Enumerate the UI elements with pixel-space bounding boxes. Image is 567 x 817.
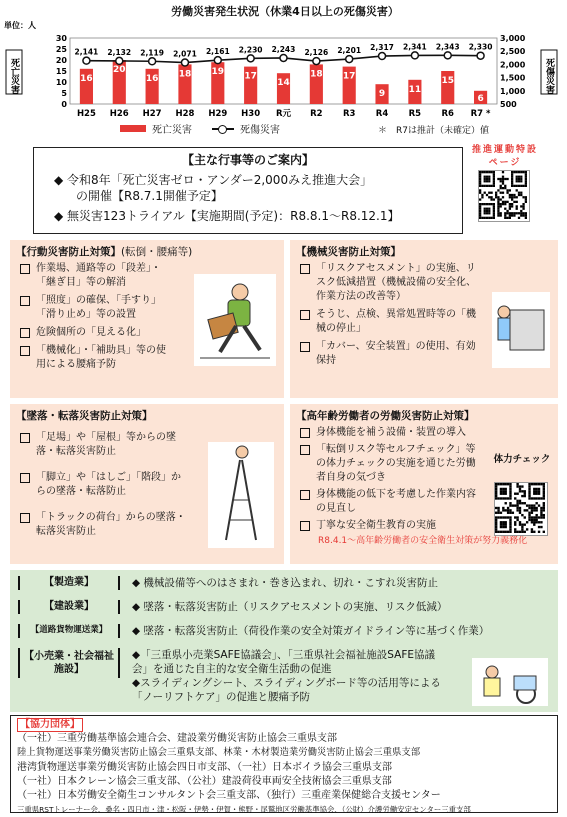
- bar-value-label: 15: [441, 76, 454, 86]
- event-item-rally-text: 令和8年「死亡災害ゼロ・アンダー2,000みえ推進大会」: [67, 173, 373, 187]
- right-axis-title: 死傷災害: [544, 58, 554, 94]
- industry-row-freight: [18, 624, 489, 638]
- qr-pattern: [495, 483, 545, 533]
- x-tick-label: H25: [76, 109, 96, 119]
- line-point: [477, 52, 484, 59]
- coop-title: 【協力団体】: [17, 718, 83, 732]
- behavior-item-text: 「機械化」・「補助具」等の使用による腰痛予防: [36, 345, 166, 370]
- machine-item-text: そうじ、点検、異常処置時等の「機械の停止」: [316, 309, 476, 334]
- industry-text: ◆ 墜落・転落災害防止（荷役作業の安全対策ガイドライン等に基づく作業）: [132, 625, 490, 637]
- bar-value-label: 18: [310, 69, 323, 80]
- right-axis-tick: 3,000: [500, 34, 526, 43]
- behavior-item: [20, 344, 170, 372]
- industry-label: 【道路貨物運送業】: [18, 624, 120, 638]
- elderly-item: [300, 488, 476, 516]
- fall-worker-illustration: [190, 270, 280, 370]
- fall-item-text: 「足場」や「屋根」等からの墜落・転落災害防止: [36, 432, 176, 457]
- promo-page-label: 推進運動特設ページ: [471, 145, 538, 168]
- x-tick-label: H26: [109, 109, 129, 119]
- behavior-item-text: 「照度」の確保、「手すり」「滑り止め」等の設置: [36, 295, 161, 320]
- chart-title: 労働災害発生状況（休業4日以上の死傷災害）: [171, 5, 399, 18]
- coop-line: 三重県RSTトレーナー会、桑名・四日市・津・松阪・伊勢・伊賀・熊野・尾鷲地区労働基準協会、（公財）介護労働安定センター三重支部: [17, 805, 471, 815]
- right-axis-tick: 1,000: [500, 86, 526, 96]
- right-axis-tick: 2,500: [500, 47, 526, 57]
- event-item-rally: ◆ 令和8年「死亡災害ゼロ・アンダー2,000みえ推進大会」 の開催【R8.7.1開催予定】: [54, 172, 462, 204]
- industry-label: 【建設業】: [18, 600, 120, 614]
- coop-line: 港湾貨物運送事業労働災害防止協会四日市支部、（一社）日本ボイラ協会三重県支部: [17, 761, 392, 773]
- left-axis-tick: 20: [55, 56, 67, 65]
- line-value-label: 2,341: [403, 42, 427, 52]
- line-point: [83, 57, 90, 64]
- x-tick-label: H28: [175, 109, 195, 119]
- left-axis-unit: 単位：人: [4, 21, 36, 30]
- fall-item-text: 「脚立」や「はしご」「階段」からの墜落・転落防止: [36, 472, 181, 497]
- coop-line: 陸上貨物運送事業労働災害防止協会三重県支部、林業・木材製造業労働災害防止協会三重県支部: [17, 747, 421, 759]
- behavior-item-text: 危険個所の「見える化」: [36, 327, 146, 338]
- line-value-label: 2,161: [205, 47, 230, 57]
- injury-chart: [0, 14, 567, 122]
- fall-item: [20, 431, 190, 459]
- line-point: [214, 57, 221, 64]
- left-axis-tick: 30: [55, 34, 67, 43]
- industry-text: ◆ 墜落・転落災害防止（リスクアセスメントの実施、リスク低減）: [132, 601, 448, 613]
- elderly-obligation-note: R8.4.1～高年齢労働者の安全衛生対策が努力義務化: [318, 536, 528, 546]
- machine-item: [300, 340, 482, 368]
- behavior-item: [20, 294, 170, 322]
- fitness-check-label: 体力チェック: [493, 454, 551, 465]
- line-point: [116, 57, 123, 64]
- x-tick-label: R6: [441, 109, 454, 119]
- line-point: [379, 53, 386, 60]
- line-value-label: 2,132: [107, 47, 132, 57]
- elderly-panel-title: 【高年齢労働者の労働災害防止対策】: [296, 410, 475, 422]
- line-value-label: 2,201: [337, 46, 362, 56]
- line-value-label: 2,330: [468, 42, 493, 52]
- qr-pattern: [479, 171, 527, 219]
- line-point: [411, 52, 418, 59]
- right-axis-tick: 500: [500, 100, 517, 109]
- behavior-panel-subtitle: (転倒・腰痛等): [121, 246, 193, 258]
- elderly-item-text: 身体機能を補う設備・装置の導入: [316, 427, 466, 438]
- behavior-item-text: 作業場、通路等の「段差」・「継ぎ目」等の解消: [36, 263, 161, 288]
- elderly-item: [300, 443, 476, 485]
- x-tick-label: H30: [241, 109, 261, 119]
- left-axis-tick: 25: [55, 45, 67, 54]
- left-axis-title: 死亡災害: [9, 58, 19, 94]
- behavior-panel-title: 【行動災害防止対策】: [16, 246, 121, 258]
- fall-item: [20, 511, 190, 539]
- bar-value-label: 9: [378, 89, 386, 100]
- chart-legend: [120, 121, 280, 136]
- industry-text-group: [132, 648, 450, 704]
- left-axis-tick: 5: [61, 89, 67, 98]
- fall-panel-title: 【墜落・転落災害防止対策】: [16, 410, 153, 422]
- x-tick-label: H27: [142, 109, 162, 119]
- industry-text: ◆ 機械設備等へのはさまれ・巻き込まれ、切れ・こすれ災害防止: [132, 577, 439, 589]
- line-value-label: 2,343: [435, 42, 460, 52]
- coop-line: （一社）三重労働基準協会連合会、建設業労働災害防止協会三重県支部: [17, 733, 337, 745]
- behavior-panel-header: [16, 244, 284, 259]
- event-item-rally-date: の開催【R8.7.1開催予定】: [76, 189, 223, 203]
- machine-item-text: 「リスクアセスメント」の実施、リスク低減措置（機械設備の安全化、作業方法の改善等）: [316, 263, 476, 302]
- left-axis-tick: 15: [55, 67, 67, 76]
- elderly-item: [300, 426, 476, 440]
- coop-line: （一社）日本クレーン協会三重支部、（公社）建設荷役車両安全技術協会三重県支部: [17, 775, 392, 787]
- event-info-box: [33, 147, 463, 234]
- left-axis-tick: 0: [61, 100, 67, 109]
- legend-line-label: 死傷災害: [240, 125, 280, 136]
- cooperating-organizations: [10, 715, 558, 813]
- left-axis-tick: 10: [55, 78, 67, 87]
- legend-bar-swatch: [120, 125, 146, 132]
- line-value-label: 2,317: [370, 43, 394, 53]
- legend-line-swatch: [212, 128, 234, 130]
- industry-row-construction: [18, 600, 447, 614]
- x-tick-label: R2: [310, 109, 323, 119]
- x-tick-label: R3: [342, 109, 356, 119]
- line-point: [346, 56, 353, 63]
- line-value-label: 2,071: [173, 49, 197, 59]
- line-value-label: 2,141: [74, 47, 99, 57]
- line-point: [313, 58, 320, 65]
- industry-text: ◆スライディングシート、スライディングボード等の活用等による「ノーリフトケア」の促進と腰痛予防: [132, 677, 441, 703]
- machine-item-text: 「カバー、安全装置」の使用、有効保持: [316, 341, 476, 366]
- bar-value-label: 6: [477, 94, 484, 104]
- line-point: [149, 58, 156, 65]
- promo-qr-code[interactable]: [478, 170, 530, 222]
- bar-value-label: 16: [80, 73, 93, 84]
- elderly-item-text: 丁寧な安全衛生教育の実施: [316, 520, 436, 531]
- elderly-item: [300, 519, 476, 533]
- x-tick-label: R5: [408, 109, 422, 119]
- machine-panel-title: 【機械災害防止対策】: [296, 246, 401, 258]
- x-tick-label: R7 *: [470, 109, 491, 119]
- line-value-label: 2,126: [304, 48, 329, 58]
- line-value-label: 2,243: [271, 44, 296, 54]
- behavior-item: [20, 262, 170, 290]
- x-tick-label: R4: [375, 109, 389, 119]
- x-tick-label: H29: [208, 109, 228, 119]
- fall-item: [20, 471, 190, 499]
- elderly-item-text: 「転倒リスク等セルフチェック」等の体力チェックの実施を通じた労働者自身の気づき: [316, 444, 476, 483]
- bar-value-label: 16: [145, 73, 159, 84]
- line-value-label: 2,119: [140, 48, 164, 58]
- coop-line: （一社）日本労働安全衛生コンサルタント会三重支部、（独行）三重産業保健総合支援センター: [17, 790, 441, 802]
- bar-value-label: 20: [113, 65, 126, 75]
- line-point: [181, 59, 188, 66]
- bar-value-label: 17: [244, 71, 257, 82]
- care-illustration: [470, 656, 550, 708]
- fall-item-text: 「トラックの荷台」からの墜落・転落災害防止: [36, 512, 186, 537]
- legend-bar-label: 死亡災害: [152, 125, 192, 136]
- line-value-label: 2,230: [238, 45, 263, 55]
- x-tick-label: R元: [275, 109, 292, 119]
- machine-panel: [290, 240, 558, 398]
- industry-row-retail-welfare: [18, 648, 450, 704]
- estimate-note: ＊ R7は推計（未確定）値: [378, 126, 489, 136]
- industry-text: ◆「三重県小売業SAFE協議会」、「三重県社会福祉施設SAFE協議会」を通じた自主的な安全衛生活動の促進: [132, 649, 436, 675]
- industry-label: 【小売業・社会福祉施設】: [18, 648, 120, 678]
- machine-item: [300, 308, 482, 336]
- elderly-item-text: 身体機能の低下を考慮した作業内容の見直し: [316, 489, 476, 514]
- line-point: [444, 52, 451, 59]
- event-info-title: 【主な行事等のご案内】: [181, 153, 314, 167]
- machine-worker-illustration: [490, 290, 552, 370]
- industry-row-manufacturing: [18, 576, 438, 590]
- bar-value-label: 11: [408, 84, 422, 95]
- machine-item: [300, 262, 482, 304]
- bar-value-label: 14: [277, 78, 290, 89]
- line-point: [280, 54, 287, 61]
- behavior-panel: [10, 240, 284, 398]
- bar-value-label: 19: [211, 67, 225, 78]
- industry-label: 【製造業】: [18, 576, 120, 590]
- right-axis-tick: 1,500: [500, 73, 526, 83]
- elderly-panel: [290, 404, 558, 564]
- industry-measures: [10, 570, 558, 712]
- behavior-item: [20, 326, 170, 340]
- fall-panel: [10, 404, 284, 564]
- event-item-trial-text: 無災害123トライアル【実施期間(予定)：R8.8.1～R8.12.1】: [67, 209, 400, 223]
- event-item-trial: ◆ 無災害123トライアル【実施期間(予定)：R8.8.1～R8.12.1】: [54, 209, 400, 223]
- line-point: [247, 55, 254, 62]
- bar-value-label: 18: [178, 69, 192, 80]
- ladder-illustration: [206, 440, 276, 550]
- right-axis-tick: 2,000: [500, 60, 526, 70]
- fitness-check-qr-code[interactable]: [494, 482, 548, 536]
- bar-value-label: 17: [342, 71, 356, 82]
